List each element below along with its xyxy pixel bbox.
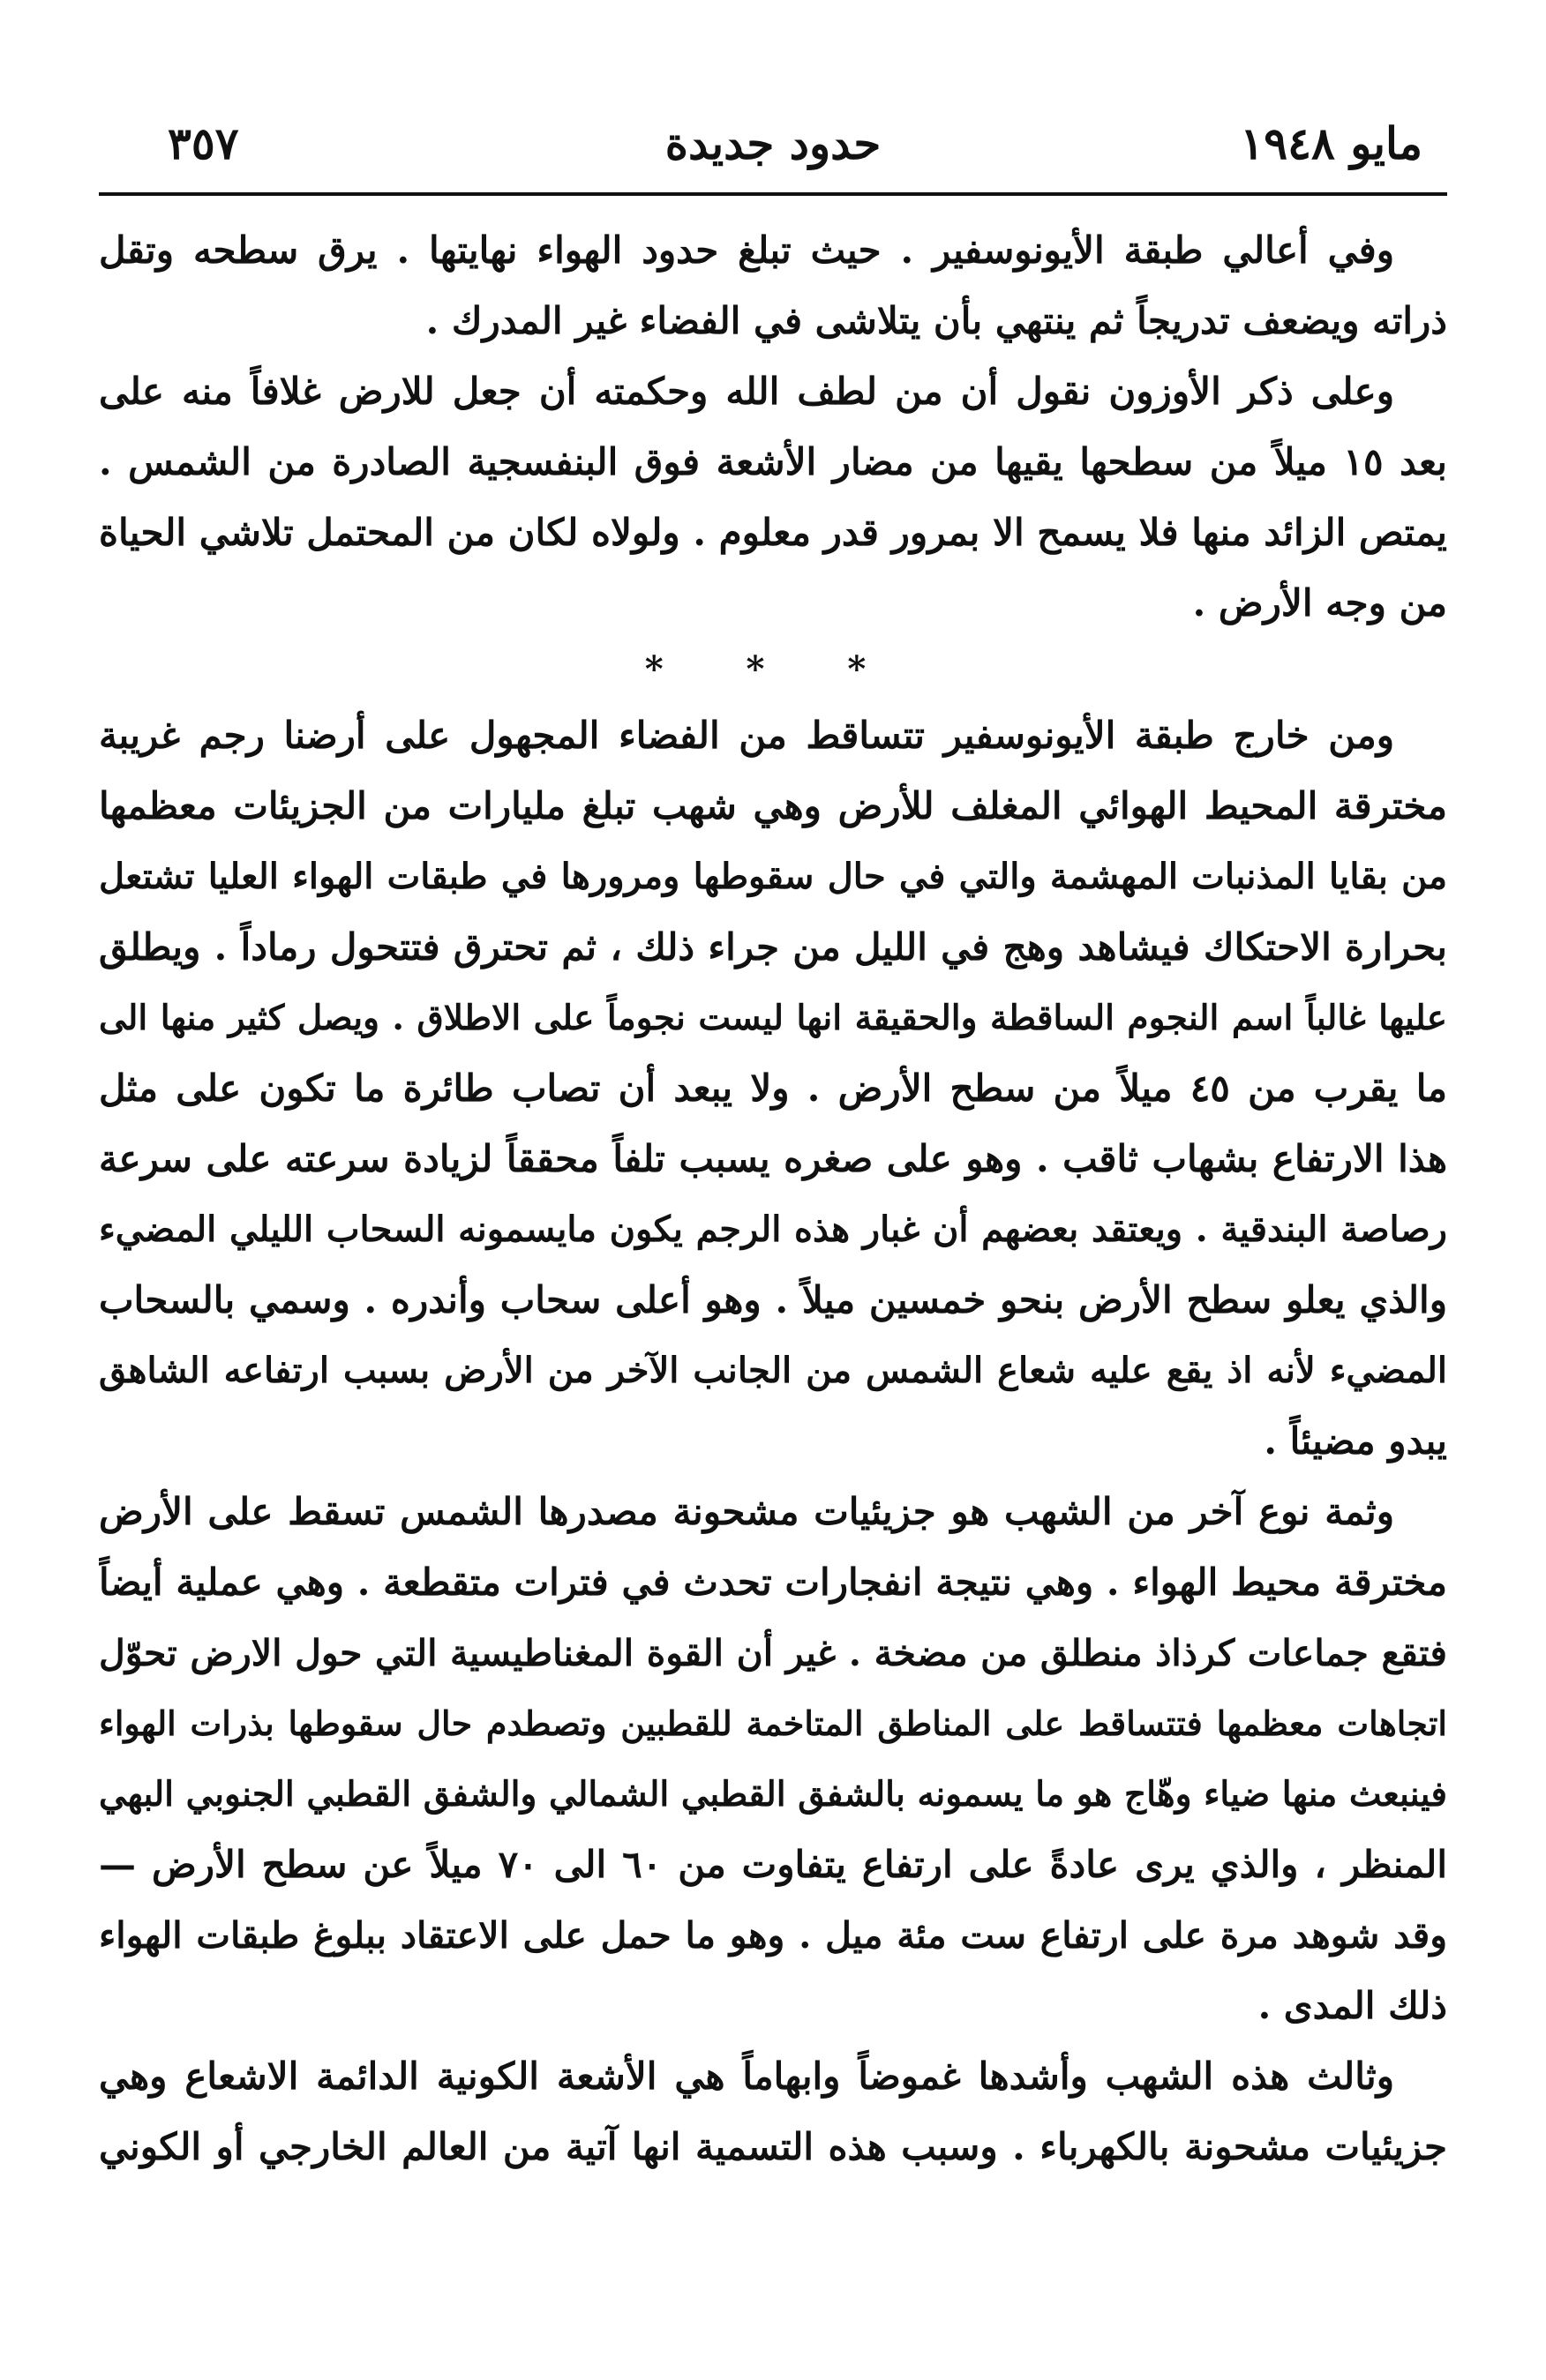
running-title: حدود جديدة [664, 117, 882, 169]
issue-date: مايو ١٩٤٨ [1240, 117, 1422, 169]
text-line: مخترقة محيط الهواء . وهي نتيجة انفجارات تحدث في فترات متقطعة . وهي عملية أيضاً [99, 1560, 1447, 1604]
text-line: وقد شوهد مرة على ارتفاع ست مئة ميل . وهو ما حمل على الاعتقاد ببلوغ طبقات الهواء [99, 1914, 1447, 1957]
paragraph [99, 700, 1447, 1477]
text-line: يمتص الزائد منها فلا يسمح الا بمرور قدر معلوم . ولولاه لكان من المحتمل تلاشي الحياة [99, 511, 1447, 554]
text-line: يبدو مضيئاً . [1264, 1419, 1447, 1463]
text-line: فتقع جماعات كرذاذ منطلق من مضخة . غير أن القوة المغناطيسية التي حول الارض تحوّل [99, 1632, 1447, 1674]
section-divider: * * * [644, 648, 902, 690]
text-line: ومن خارج طبقة الأيونوسفير تتساقط من الفضاء المجهول على أرضنا رجم غريبة [99, 714, 1394, 757]
text-line: هذا الارتفاع بشهاب ثاقب . وهو على صغره يسبب تلفاً محققاً لزيادة سرعته على سرعة [99, 1137, 1447, 1180]
text-line: عليها غالباً اسم النجوم الساقطة والحقيقة انها ليست نجوماً على الاطلاق . ويصل كثير منها الى [99, 998, 1447, 1038]
text-line: مخترقة المحيط الهوائي المغلف للأرض وهي شهب تبلغ مليارات من الجزيئات معظمها [99, 784, 1447, 827]
text-line: جزيئيات مشحونة بالكهرباء . وسبب هذه التسمية انها آتية من العالم الخارجي أو الكوني [99, 2125, 1447, 2168]
text-line: ذراته ويضعف تدريجاً ثم ينتهي بأن يتلاشى في الفضاء غير المدرك . [425, 299, 1447, 342]
text-line: من بقايا المذنبات المهشمة والتي في حال سقوطها ومرورها في طبقات الهواء العليا تشتعل [99, 856, 1447, 897]
text-line: رصاصة البندقية . ويعتقد بعضهم أن غبار هذه الرجم يكون مايسمونه السحاب الليلي المضيء [99, 1209, 1447, 1250]
text-line: من وجه الأرض . [1192, 581, 1447, 625]
text-line: اتجاهات معظمها فتتساقط على المناطق المتاخمة للقطبين وتصطدم حال سقوطها بذرات الهواء [99, 1703, 1447, 1743]
paragraph [99, 356, 1447, 639]
text-line: فينبعث منها ضياء وهّاج هو ما يسمونه بالشفق القطبي الشمالي والشفق القطبي الجنوبي البهي [99, 1774, 1447, 1815]
header-rule [99, 192, 1447, 196]
paragraph [99, 2041, 1447, 2182]
text-line: وفي أعالي طبقة الأيونوسفير . حيث تبلغ حدود الهواء نهايتها . يرق سطحه وتقل [99, 228, 1394, 272]
text-line: وثالث هذه الشهب وأشدها غموضاً وابهاماً هي الأشعة الكونية الدائمة الاشعاع وهي [99, 2054, 1394, 2098]
article-body [99, 215, 1447, 2182]
page-number: ٣٥٧ [168, 117, 239, 169]
text-line: بحرارة الاحتكاك فيشاهد وهج في الليل من جراء ذلك ، ثم تحترق فتتحول رماداً . ويطلق [99, 925, 1447, 969]
paragraph [99, 215, 1447, 356]
text-line: ذلك المدى . [1257, 1984, 1447, 2027]
text-line: وثمة نوع آخر من الشهب هو جزيئيات مشحونة مصدرها الشمس تسقط على الأرض [99, 1490, 1394, 1533]
text-line: وعلى ذكر الأوزون نقول أن من لطف الله وحكمته أن جعل للارض غلافاً منه على [99, 370, 1394, 413]
running-header [115, 104, 1431, 183]
text-line: المضيء لأنه اذ يقع عليه شعاع الشمس من الجانب الآخر من الأرض بسبب ارتفاعه الشاهق [99, 1350, 1447, 1391]
text-line: بعد ١٥ ميلاً من سطحها يقيها من مضار الأشعة فوق البنفسجية الصادرة من الشمس . [99, 440, 1447, 483]
text-line: والذي يعلو سطح الأرض بنحو خمسين ميلاً . وهو أعلى سحاب وأندره . وسمي بالسحاب [99, 1278, 1447, 1321]
paragraph [99, 1477, 1447, 2041]
text-line: ما يقرب من ٤٥ ميلاً من سطح الأرض . ولا يبعد أن تصاب طائرة ما تكون على مثل [99, 1067, 1447, 1110]
text-line: المنظر ، والذي يرى عادةً على ارتفاع يتفاوت من ٦٠ الى ٧٠ ميلاً عن سطح الأرض — [99, 1843, 1447, 1886]
